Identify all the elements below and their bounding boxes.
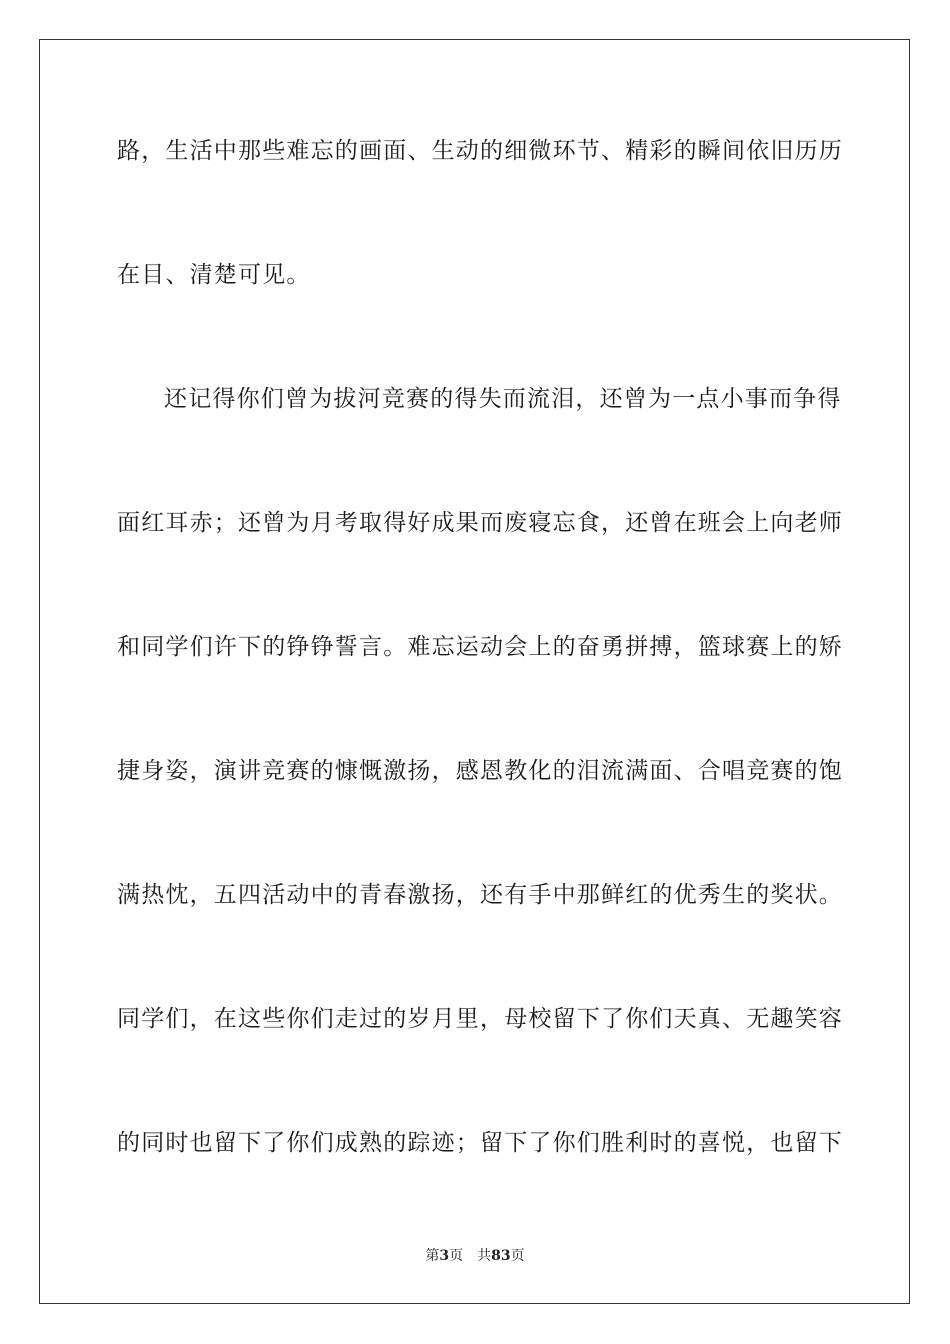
text-line-6: 捷身姿，演讲竞赛的慷慨激扬，感恩教化的泪流满面、合唱竞赛的饱 bbox=[117, 758, 843, 784]
text-line-1: 路，生活中那些难忘的画面、生动的细微环节、精彩的瞬间依旧历历 bbox=[117, 138, 843, 164]
text-line-8: 同学们，在这些你们走过的岁月里，母校留下了你们天真、无趣笑容 bbox=[117, 1006, 843, 1032]
text-line-5: 和同学们许下的铮铮誓言。难忘运动会上的奋勇拼搏，篮球赛上的矫 bbox=[117, 634, 843, 660]
page-footer bbox=[0, 1247, 950, 1265]
page-prefix: 第 bbox=[425, 1248, 440, 1264]
page-border bbox=[39, 39, 910, 1304]
total-pages: 83 bbox=[491, 1248, 511, 1264]
text-line-7: 满热忱，五四活动中的青春激扬，还有手中那鲜红的优秀生的奖状。 bbox=[117, 882, 843, 908]
text-line-3: 还记得你们曾为拔河竞赛的得失而流泪，还曾为一点小事而争得 bbox=[164, 386, 842, 412]
text-line-9: 的同时也留下了你们成熟的踪迹；留下了你们胜利时的喜悦，也留下 bbox=[117, 1130, 843, 1156]
total-suffix: 页 bbox=[510, 1248, 525, 1264]
page-number: 3 bbox=[439, 1248, 450, 1264]
text-line-2: 在目、清楚可见。 bbox=[117, 262, 311, 288]
text-line-4: 面红耳赤；还曾为月考取得好成果而废寝忘食，还曾在班会上向老师 bbox=[117, 510, 843, 536]
page-suffix: 页 bbox=[449, 1248, 464, 1264]
total-prefix: 共 bbox=[477, 1248, 492, 1264]
